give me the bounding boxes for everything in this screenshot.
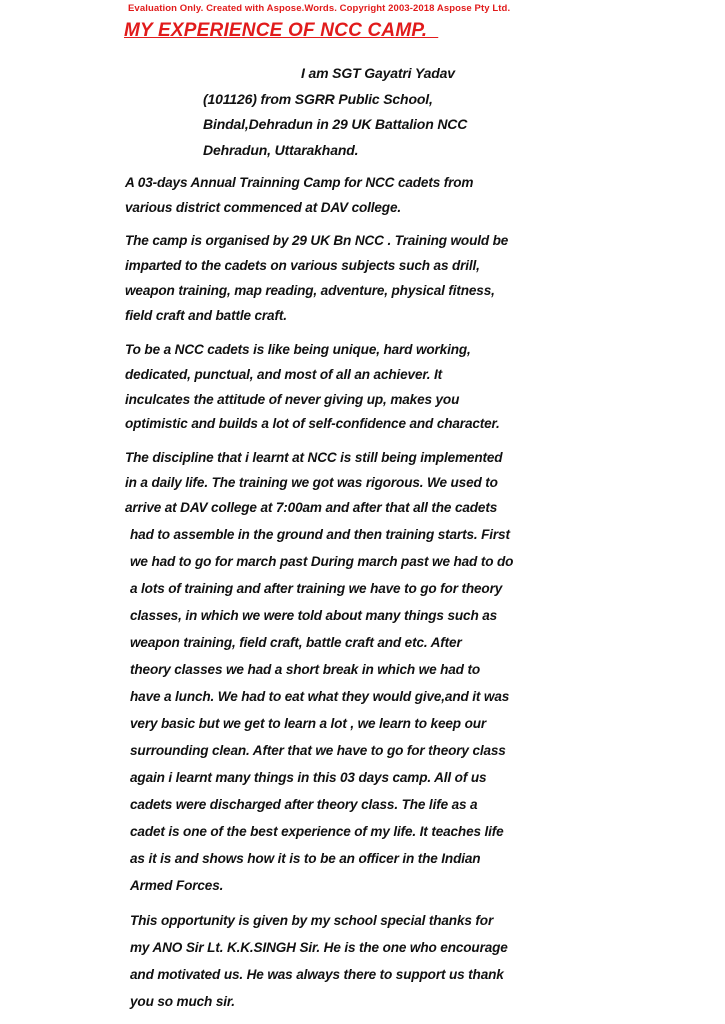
paragraph-line: a lots of training and after training we have to go for theory [130, 581, 503, 596]
paragraph-line: theory classes we had a short break in which we had to [130, 662, 480, 677]
paragraph-line: The discipline that i learnt at NCC is still being implemented [125, 450, 503, 465]
intro-line: Bindal,Dehradun in 29 UK Battalion NCC [203, 116, 468, 132]
paragraph-line: and motivated us. He was always there to support us thank [130, 967, 504, 982]
paragraph-line: as it is and shows how it is to be an officer in the Indian [130, 851, 481, 866]
paragraph-line: Armed Forces. [130, 878, 224, 893]
paragraph-line: inculcates the attitude of never giving up, makes you [125, 392, 460, 407]
paragraph-line: imparted to the cadets on various subjects such as drill, [125, 258, 480, 273]
paragraph-line: classes, in which we were told about many things such as [130, 608, 498, 623]
paragraph-line: surrounding clean. After that we have to go for theory class [130, 743, 506, 758]
paragraph-line: had to assemble in the ground and then training starts. First [130, 527, 510, 542]
paragraph-line: cadets were discharged after theory class. The life as a [130, 797, 478, 812]
paragraph-line: various district commenced at DAV college. [125, 200, 401, 215]
paragraph-line: my ANO Sir Lt. K.K.SINGH Sir. He is the one who encourage [130, 940, 508, 955]
paragraph-line: in a daily life. The training we got was rigorous. We used to [125, 475, 498, 490]
paragraph-line: The camp is organised by 29 UK Bn NCC . Training would be [125, 233, 509, 248]
paragraph-line: arrive at DAV college at 7:00am and after that all the cadets [125, 500, 498, 515]
intro-line: (101126) from SGRR Public School, [203, 91, 433, 107]
paragraph-line: To be a NCC cadets is like being unique, hard working, [125, 342, 471, 357]
paragraph-line: dedicated, punctual, and most of all an achiever. It [125, 367, 443, 382]
evaluation-watermark: Evaluation Only. Created with Aspose.Words. Copyright 2003-2018 Aspose Pty Ltd. [128, 3, 511, 14]
paragraph-line: you so much sir. [130, 994, 235, 1009]
page-title: MY EXPERIENCE OF NCC CAMP. [124, 20, 439, 41]
paragraph-line: weapon training, map reading, adventure, physical fitness, [125, 283, 495, 298]
paragraph-line: A 03-days Annual Trainning Camp for NCC cadets from [125, 175, 474, 190]
paragraph-line: have a lunch. We had to eat what they would give,and it was [130, 689, 510, 704]
paragraph-line: optimistic and builds a lot of self-confidence and character. [125, 416, 500, 431]
paragraph-line: This opportunity is given by my school special thanks for [130, 913, 494, 928]
paragraph-line: we had to go for march past During march past we had to do [130, 554, 514, 569]
paragraph-line: field craft and battle craft. [125, 308, 287, 323]
intro-line: I am SGT Gayatri Yadav [301, 65, 455, 81]
paragraph-line: very basic but we get to learn a lot , we learn to keep our [130, 716, 487, 731]
paragraph-line: again i learnt many things in this 03 days camp. All of us [130, 770, 487, 785]
intro-line: Dehradun, Uttarakhand. [203, 142, 359, 158]
paragraph-line: cadet is one of the best experience of my life. It teaches life [130, 824, 504, 839]
paragraph-line: weapon training, field craft, battle craft and etc. After [130, 635, 462, 650]
